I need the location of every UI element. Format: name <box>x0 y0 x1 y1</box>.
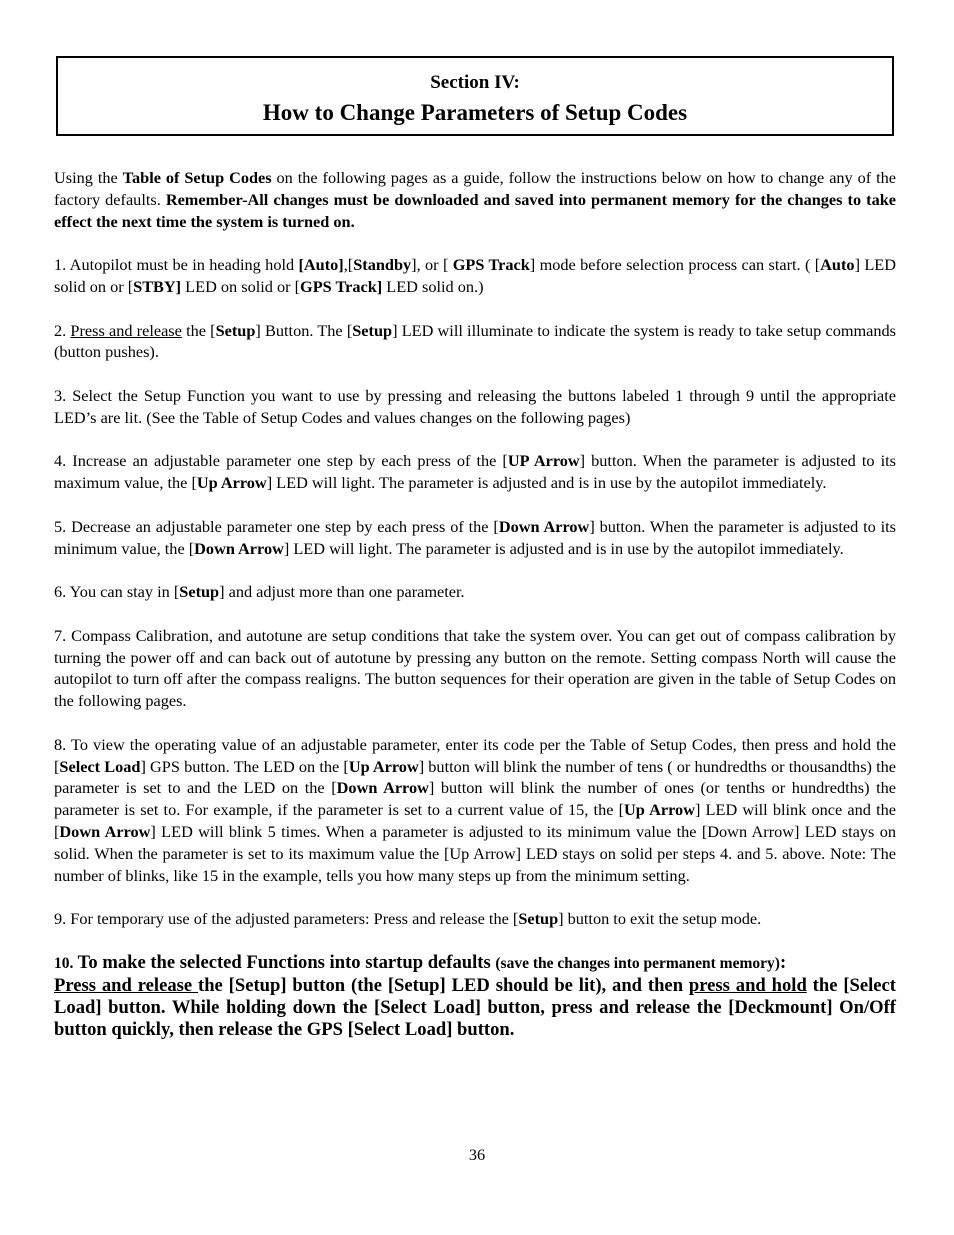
step-1-text: LED solid on.) <box>382 276 484 296</box>
step-8-text: ] button will blink the number of tens ( or hundredths or thousandths) the parameter is set to and the LED on the [ <box>54 756 896 798</box>
step-5-text: ] button. When the parameter is adjusted to its minimum value, the [ <box>54 516 897 558</box>
step-9-text: 9. For temporary use of the adjusted parameters: Press and release the [ <box>54 909 519 929</box>
step-1-text: ] LED solid on or [ <box>54 255 897 296</box>
step-8-paragraph <box>54 734 896 887</box>
step-2-text: ] Button. The [ <box>255 320 353 340</box>
page-number: 36 <box>468 1145 486 1164</box>
step-1-bold: STBY] <box>133 276 182 296</box>
step-1-text: ] mode before selection process can start. ( [ <box>529 255 821 275</box>
step-10-underline-press-hold: press and hold <box>688 974 807 996</box>
section-label: Section IV: <box>430 72 520 93</box>
step-8-text: ] LED will blink 5 times. When a parameter is adjusted to its minimum value the [Down Arrow] LED stays on solid. When the parameter is set to its maximum value the [Up Arrow] LED stays on solid per steps 4. and 5. above. Note: The number of blinks, like 15 in the example, tells you how many steps up from the minimum setting. <box>54 821 896 885</box>
intro-paragraph <box>54 167 896 232</box>
step-2-text: 2. <box>54 320 71 340</box>
step-10-colon: : <box>779 951 787 973</box>
step-8-bold: Select Load <box>59 756 141 776</box>
step-8-text: ] button will blink the number of ones (or tenths or hundredths) the parameter is set to. For example, if the parameter is set to a current value of 15, the [ <box>54 778 896 820</box>
step-9-text: ] button to exit the setup mode. <box>558 909 762 929</box>
step-2-paragraph <box>54 320 896 364</box>
section-header-box <box>56 56 894 136</box>
step-1-text: ], or [ <box>411 255 453 275</box>
step-9-paragraph <box>54 908 896 930</box>
step-1-bold: GPS Track <box>452 255 530 275</box>
step-1-bold: Auto <box>820 255 855 275</box>
step-4-text: ] button. When the parameter is adjusted to its maximum value, the [ <box>54 451 896 493</box>
step-1-text: ,[ <box>343 255 354 275</box>
step-5-text: 5. Decrease an adjustable parameter one step by each press of the [ <box>54 516 499 536</box>
step-10-text: the [Setup] button (the [Setup] LED should be lit), and then <box>198 974 689 996</box>
step-1-text: LED on solid or [ <box>181 276 301 296</box>
step-1-paragraph <box>54 254 896 298</box>
step-2-text: the [ <box>181 320 216 340</box>
step-10-heading: To make the selected Functions into startup defaults <box>73 951 496 973</box>
step-8-text: ] LED will blink once and the [ <box>54 800 896 841</box>
step-8-bold: Up Arrow <box>624 800 695 820</box>
step-8-bold: Down Arrow <box>336 778 429 798</box>
step-5-bold: Down Arrow <box>194 538 284 558</box>
step-1-bold: GPS Track] <box>300 276 383 296</box>
step-8-text: ] GPS button. The LED on the [ <box>140 756 349 776</box>
step-6-paragraph <box>54 581 896 603</box>
step-6-bold: Setup <box>179 582 220 602</box>
intro-text-2: on the following pages as a guide, follow the instructions below on how to change any of the factory defaults. <box>54 168 896 209</box>
document-body <box>54 167 896 1062</box>
intro-text-1: Using the <box>54 168 123 187</box>
step-1-bold: [Auto] <box>298 255 344 275</box>
step-5-paragraph <box>54 516 896 560</box>
step-10-text: the [Select Load] button. While holding down the [Select Load] button, press and release the [Deckmount] On/Off button quickly, then release the GPS [Select Load] button. <box>54 974 896 1040</box>
step-8-bold: Up Arrow <box>348 756 419 776</box>
step-4-text: 4. Increase an adjustable parameter one step by each press of the [ <box>54 451 508 471</box>
intro-bold-table-of-setup-codes: Table of Setup Codes <box>122 168 272 187</box>
step-10-underline-press-release: Press and release <box>54 974 199 996</box>
step-10-subheading: (save the changes into permanent memory) <box>495 954 780 972</box>
step-4-text: ] LED will light. The parameter is adjusted and is in use by the autopilot immediately. <box>266 473 827 493</box>
step-4-bold: UP Arrow <box>507 451 580 471</box>
step-6-text: 6. You can stay in [ <box>54 582 180 602</box>
step-10-paragraph <box>54 952 896 1041</box>
step-4-paragraph <box>54 450 896 494</box>
step-8-text: 8. To view the operating value of an adjustable parameter, enter its code per the Table of Setup Codes, then press and hold the [ <box>54 734 896 776</box>
step-2-underline: Press and release <box>70 320 182 340</box>
step-2-text: ] LED will illuminate to indicate the system is ready to take setup commands (button pushes). <box>54 320 897 362</box>
step-2-bold: Setup <box>215 320 256 340</box>
step-3-text: 3. Select the Setup Function you want to use by pressing and releasing the buttons labeled 1 through 9 until the appropriate LED’s are lit. (See the Table of Setup Codes and values changes on the following pages) <box>54 385 896 427</box>
step-7-paragraph <box>54 625 896 712</box>
step-4-bold: Up Arrow <box>196 473 267 493</box>
step-5-text: ] LED will light. The parameter is adjusted and is in use by the autopilot immediately. <box>283 538 844 558</box>
step-5-bold: Down Arrow <box>498 516 590 536</box>
intro-bold-remember-note: Remember-All changes must be downloaded and saved into permanent memory for the changes to take effect the next time the system is turned on. <box>54 189 896 231</box>
step-1-bold: Standby <box>353 255 412 275</box>
step-1-text: 1. Autopilot must be in heading hold <box>54 255 299 275</box>
step-2-bold: Setup <box>352 320 393 340</box>
step-8-bold: Down Arrow <box>59 821 151 841</box>
step-7-text: 7. Compass Calibration, and autotune are setup conditions that take the system over. You can get out of compass calibration by turning the power off and can back out of autotune by pressing any button on the remote. Setting compass North will cause the autopilot to turn off after the compass realigns. The button sequences for their operation are given in the table of Setup Codes on the following pages. <box>54 625 896 711</box>
step-9-bold: Setup <box>518 909 559 929</box>
step-10-number: 10. <box>54 954 74 972</box>
step-6-text: ] and adjust more than one parameter. <box>219 582 465 602</box>
page-title: How to Change Parameters of Setup Codes <box>262 100 688 125</box>
step-3-paragraph <box>54 385 896 429</box>
